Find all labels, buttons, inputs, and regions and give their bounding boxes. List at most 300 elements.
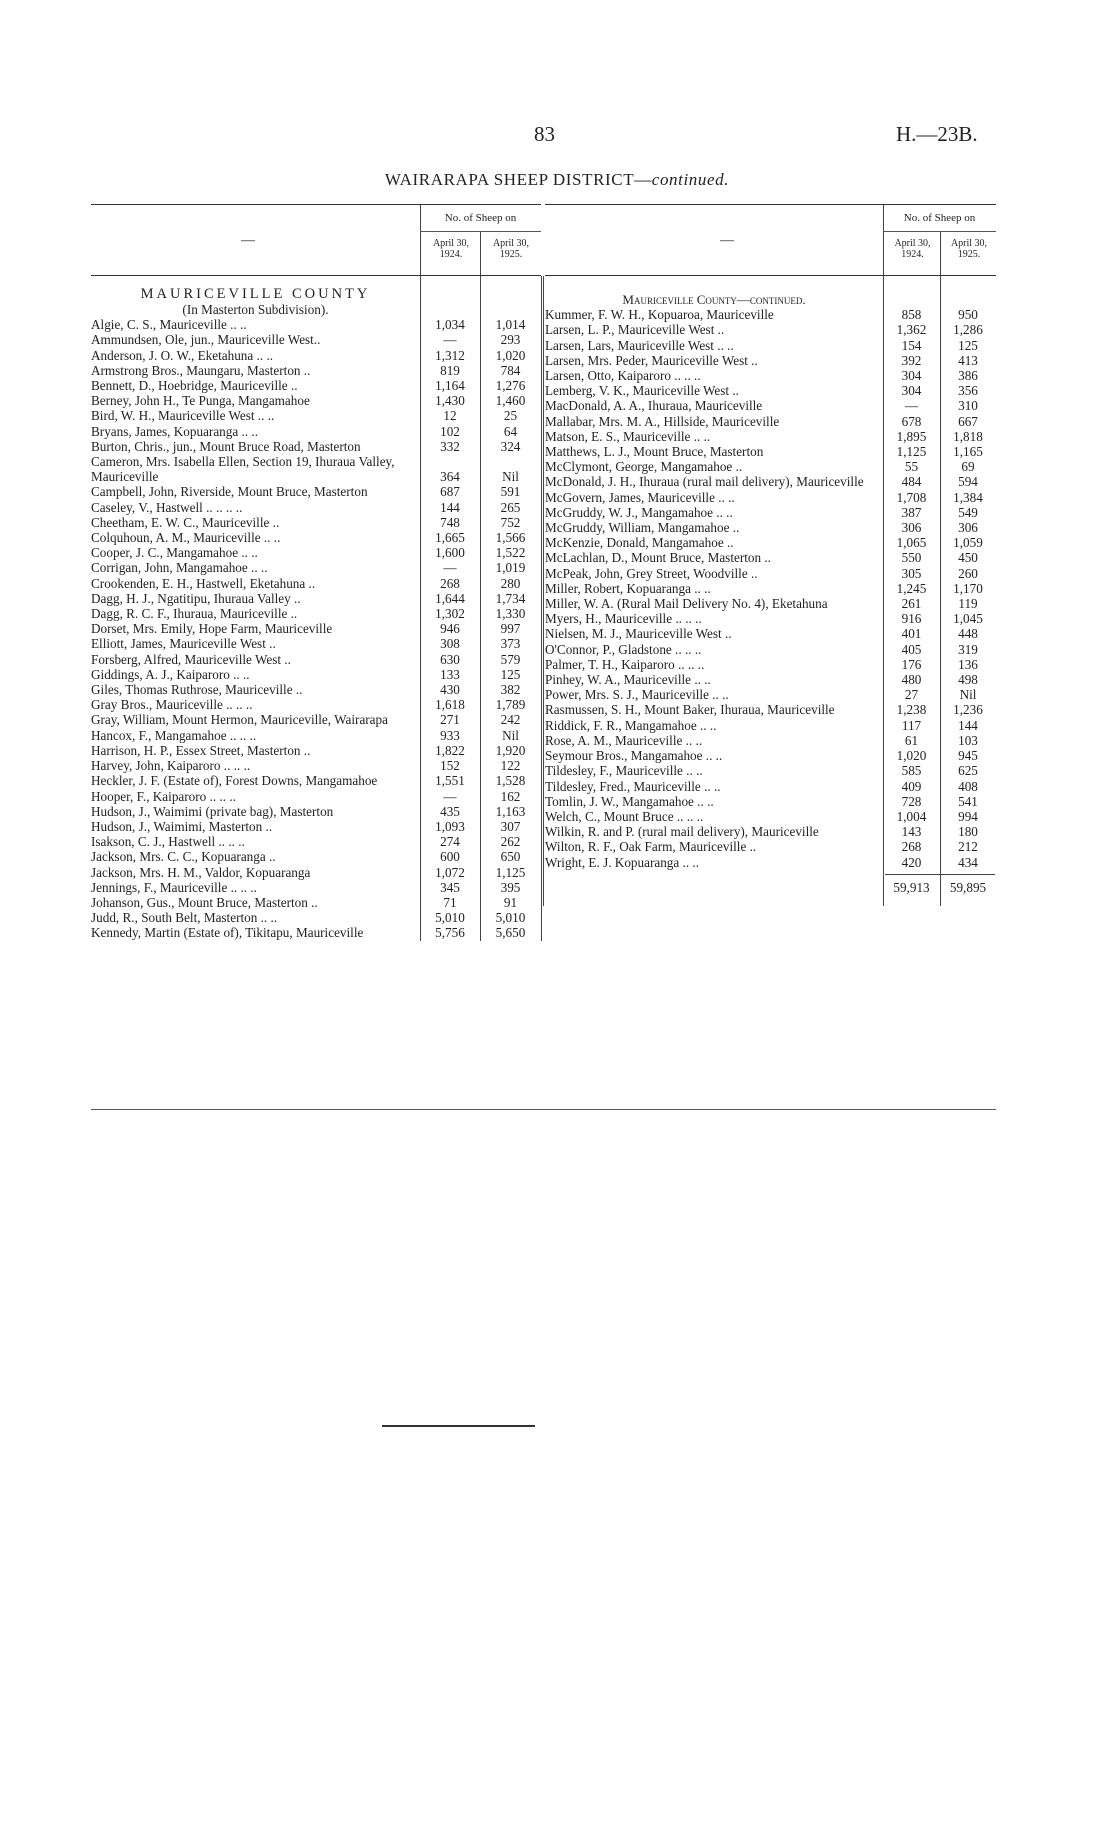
- sheep-1925: 242: [500, 712, 521, 728]
- sheep-1925: 122: [500, 758, 521, 774]
- sheep-1924: 1,430: [435, 393, 465, 409]
- table-row: [91, 804, 541, 819]
- sheep-1925: 5,650: [495, 925, 526, 941]
- sheep-1924: 687: [440, 484, 460, 500]
- table-row: [91, 576, 541, 591]
- table-row: [545, 626, 996, 641]
- sheep-1924: 304: [901, 368, 922, 384]
- sheep-1925: 579: [500, 651, 521, 667]
- owner-name: Giles, Thomas Ruthrose, Mauriceville ..: [91, 682, 303, 698]
- table-row: [545, 748, 996, 763]
- sheep-1924: —: [443, 332, 457, 348]
- table-row: [545, 535, 996, 550]
- owner-name: Lemberg, V. K., Mauriceville West ..: [545, 383, 739, 399]
- owner-name: Myers, H., Mauriceville .. .. ..: [545, 611, 702, 627]
- sheep-1925: 1,170: [953, 580, 983, 596]
- owner-name: Giddings, A. J., Kaiparoro .. ..: [91, 666, 250, 682]
- sheep-1925: 1,920: [495, 742, 526, 758]
- sheep-1924: 1,004: [896, 808, 927, 824]
- table-row: [91, 728, 541, 743]
- owner-name: Bird, W. H., Mauriceville West .. ..: [91, 408, 275, 424]
- owner-name: Gray Bros., Mauriceville .. .. ..: [91, 697, 253, 713]
- total-1924: 59,913: [893, 879, 930, 895]
- right-table-body: [545, 276, 996, 906]
- owner-name: Dorset, Mrs. Emily, Hope Farm, Mauriceville: [91, 621, 333, 637]
- owner-name: Dagg, R. C. F., Ihuraua, Mauriceville ..: [91, 606, 298, 622]
- group-label: No. of Sheep on: [903, 212, 976, 224]
- table-row: [91, 393, 541, 408]
- sheep-1925: 260: [958, 565, 978, 581]
- owner-name: Tildesley, Fred., Mauriceville .. ..: [545, 778, 721, 794]
- owner-name: Crookenden, E. H., Hastwell, Eketahuna ..: [91, 575, 316, 591]
- table-row: [545, 672, 996, 687]
- owner-name: Gray, William, Mount Hermon, Mauriceville, Wairarapa: [91, 712, 388, 728]
- left-table-header: [91, 205, 541, 276]
- table-row: [91, 743, 541, 758]
- sheep-1924: 271: [440, 712, 460, 728]
- sheep-1925: 1,020: [495, 347, 526, 363]
- sheep-1924: 1,093: [435, 818, 465, 834]
- sheep-1925: 450: [958, 550, 978, 566]
- table-row: [545, 474, 996, 489]
- table-row: [545, 733, 996, 748]
- sheep-1924: 748: [440, 514, 460, 530]
- table-row: [91, 819, 541, 834]
- table-row: [545, 657, 996, 672]
- owner-name: Palmer, T. H., Kaiparoro .. .. ..: [545, 656, 705, 672]
- table-row: [91, 789, 541, 804]
- sheep-1924: 858: [901, 307, 922, 323]
- table-row: [91, 530, 541, 545]
- sheep-1924: 435: [440, 803, 460, 819]
- sheep-1925: 1,286: [953, 322, 983, 338]
- sheep-1925: 319: [958, 641, 978, 657]
- sheep-1925: 413: [958, 352, 978, 368]
- sheep-1924: 1,302: [435, 606, 465, 622]
- sheep-1924: 268: [440, 575, 460, 591]
- owner-name: McGruddy, William, Mangamahoe ..: [545, 520, 740, 536]
- sheep-1925: 1,125: [495, 864, 526, 880]
- owner-name: Seymour Bros., Mangamahoe .. ..: [545, 748, 723, 764]
- sheep-1925: 324: [500, 438, 521, 454]
- sheep-1924: 117: [901, 717, 922, 733]
- sheep-1924: —: [443, 788, 457, 804]
- sheep-1924: 5,010: [435, 910, 465, 926]
- totals-row: [545, 870, 996, 906]
- table-row: [545, 779, 996, 794]
- table-row: [91, 621, 541, 636]
- table-row: [91, 712, 541, 727]
- owner-name: Elliott, James, Mauriceville West ..: [91, 636, 276, 652]
- sheep-1925: 162: [500, 788, 521, 804]
- table-row: [545, 566, 996, 581]
- table-row: [91, 849, 541, 864]
- sheep-1924: 261: [901, 596, 922, 612]
- sheep-1925: 1,566: [495, 530, 526, 546]
- sheep-1924: 387: [901, 504, 922, 520]
- sheep-1925: 1,789: [495, 697, 526, 713]
- right-table-header: [545, 205, 996, 276]
- table-row: [91, 697, 541, 712]
- district-title: WAIRARAPA SHEEP DISTRICT—continued.: [384, 170, 730, 189]
- sheep-1925: 386: [958, 368, 978, 384]
- owner-name: Matson, E. S., Mauriceville .. ..: [545, 428, 711, 444]
- table-row: [91, 439, 541, 454]
- owner-name: Ammundsen, Ole, jun., Mauriceville West..: [91, 332, 321, 348]
- sheep-1924: 1,895: [896, 428, 927, 444]
- section-title: MAURICEVILLE COUNTY: [140, 286, 371, 302]
- owner-name: Tildesley, F., Mauriceville .. ..: [545, 763, 703, 779]
- sheep-1925: 262: [500, 834, 521, 850]
- table-row: [91, 424, 541, 439]
- owner-name: Rose, A. M., Mauriceville .. ..: [545, 732, 703, 748]
- table-row: [91, 454, 541, 484]
- owner-name: MacDonald, A. A., Ihuraua, Mauriceville: [545, 398, 763, 414]
- table-row: [545, 550, 996, 565]
- sheep-1925: 541: [958, 793, 978, 809]
- sheep-1924: 332: [440, 438, 460, 454]
- sheep-1924: 1,164: [435, 378, 465, 394]
- table-row: [91, 880, 541, 895]
- sheep-1924: 630: [440, 651, 460, 667]
- owner-name: Mallabar, Mrs. M. A., Hillside, Mauriceville: [545, 413, 780, 429]
- table-row: [545, 444, 996, 459]
- table-row: [545, 353, 996, 368]
- table-row: [91, 773, 541, 788]
- sheep-1924: 176: [901, 656, 922, 672]
- owner-name: Kennedy, Martin (Estate of), Tikitapu, Mauriceville: [91, 925, 364, 941]
- sheep-1924: 1,020: [896, 748, 927, 764]
- sheep-1924: 933: [440, 727, 460, 743]
- sheep-1924: 61: [904, 732, 919, 748]
- owner-name: Caseley, V., Hastwell .. .. .. ..: [91, 499, 243, 515]
- sheep-1924: 550: [901, 550, 922, 566]
- name-column-header: —: [241, 233, 255, 248]
- owner-name: McGruddy, W. J., Mangamahoe .. ..: [545, 504, 733, 520]
- sheep-1925: 1,522: [495, 545, 526, 561]
- owner-name: Harrison, H. P., Essex Street, Masterton ..: [91, 742, 311, 758]
- table-row: [545, 322, 996, 337]
- sheep-1924: 1,034: [435, 317, 465, 333]
- owner-name: Larsen, Lars, Mauriceville West .. ..: [545, 337, 734, 353]
- sheep-1924: 420: [901, 854, 922, 870]
- table-row: [91, 834, 541, 849]
- sheep-1925: 1,165: [953, 444, 983, 460]
- table-row: [545, 718, 996, 733]
- sheep-1925: 280: [500, 575, 521, 591]
- sheep-1925: 997: [500, 621, 521, 637]
- sheep-1924: —: [904, 398, 919, 414]
- sheep-1925: Nil: [959, 687, 977, 703]
- sheep-1924: 946: [440, 621, 460, 637]
- owner-name: Nielsen, M. J., Mauriceville West ..: [545, 626, 732, 642]
- table-row: [545, 338, 996, 353]
- col-1924-header: April 30, 1924.: [432, 238, 470, 260]
- sheep-1925: 667: [958, 413, 978, 429]
- col-1924-header: April 30, 1924.: [894, 238, 931, 260]
- sheep-1924: 308: [440, 636, 460, 652]
- sheep-1925: 591: [500, 484, 521, 500]
- sheep-1925: 103: [958, 732, 978, 748]
- col-1925-header: April 30, 1925.: [492, 238, 530, 260]
- owner-name: Jackson, Mrs. C. C., Kopuaranga ..: [91, 849, 276, 865]
- left-table: [91, 204, 541, 941]
- owner-name: Pinhey, W. A., Mauriceville .. ..: [545, 672, 711, 688]
- table-row: [545, 398, 996, 413]
- sheep-1925: 5,010: [495, 910, 526, 926]
- table-row: [545, 505, 996, 520]
- owner-name: Isakson, C. J., Hastwell .. .. ..: [91, 834, 245, 850]
- owner-name: Algie, C. S., Mauriceville .. ..: [91, 317, 247, 333]
- owner-name: Power, Mrs. S. J., Mauriceville .. ..: [545, 687, 729, 703]
- sheep-1924: 1,600: [435, 545, 465, 561]
- sheep-1925: 119: [958, 596, 978, 612]
- owner-name: McLachlan, D., Mount Bruce, Masterton ..: [545, 550, 771, 566]
- sheep-1924: 401: [901, 626, 922, 642]
- table-row: [91, 895, 541, 910]
- sheep-1925: 1,734: [495, 590, 526, 606]
- owner-name: Johanson, Gus., Mount Bruce, Masterton ..: [91, 894, 318, 910]
- col-1925-header: April 30, 1925.: [950, 238, 988, 260]
- table-row: [545, 642, 996, 657]
- sheep-1924: 102: [440, 423, 460, 439]
- sheep-1925: 650: [500, 849, 521, 865]
- sheep-1925: 310: [958, 398, 978, 414]
- table-row: [91, 332, 541, 347]
- owner-name: Wilton, R. F., Oak Farm, Mauriceville ..: [545, 839, 757, 855]
- owner-name: Jennings, F., Mauriceville .. .. ..: [91, 879, 257, 895]
- owner-name: McGovern, James, Mauriceville .. ..: [545, 489, 735, 505]
- sheep-1925: 136: [958, 656, 978, 672]
- owner-name: Jackson, Mrs. H. M., Valdor, Kopuaranga: [91, 864, 311, 880]
- owner-name: Matthews, L. J., Mount Bruce, Masterton: [545, 444, 764, 460]
- sheep-1925: 91: [503, 894, 518, 910]
- owner-name: Bryans, James, Kopuaranga .. ..: [91, 423, 259, 439]
- sheep-1925: 950: [958, 307, 978, 323]
- sheep-1925: 125: [958, 337, 978, 353]
- owner-name: Dagg, H. J., Ngatitipu, Ihuraua Valley ..: [91, 590, 301, 606]
- owner-name: McClymont, George, Mangamahoe ..: [545, 459, 743, 475]
- sheep-1924: 1,312: [435, 347, 465, 363]
- sheep-1925: 25: [503, 408, 518, 424]
- table-row: [91, 758, 541, 773]
- sheep-1924: 916: [901, 611, 922, 627]
- sheep-1925: 1,528: [495, 773, 526, 789]
- sheep-1925: 448: [958, 626, 978, 642]
- owner-name: Hudson, J., Waimimi (private bag), Masterton: [91, 803, 334, 819]
- table-row: [91, 560, 541, 575]
- table-row: [91, 682, 541, 697]
- sheep-1925: 1,276: [495, 378, 526, 394]
- owner-name: Wilkin, R. and P. (rural mail delivery), Mauriceville: [545, 824, 819, 840]
- sheep-1924: 144: [440, 499, 460, 515]
- owner-name: Burton, Chris., jun., Mount Bruce Road, Masterton: [91, 438, 361, 454]
- sheep-1924: 1,665: [435, 530, 465, 546]
- section-subtitle: (In Masterton Subdivision).: [182, 302, 329, 317]
- owner-name: O'Connor, P., Gladstone .. .. ..: [545, 641, 702, 657]
- owner-name: Berney, John H., Te Punga, Mangamahoe: [91, 393, 310, 409]
- sheep-1925: 1,460: [495, 393, 526, 409]
- table-bottom-rule: [91, 1109, 996, 1110]
- sheep-1925: 1,236: [953, 702, 983, 718]
- sheep-1924: 364: [440, 469, 460, 485]
- sheep-1925: 1,059: [953, 535, 983, 551]
- sheep-1924: 305: [901, 565, 922, 581]
- sheep-1925: 625: [958, 763, 978, 779]
- owner-name: Forsberg, Alfred, Mauriceville West ..: [91, 651, 291, 667]
- owner-name: Larsen, L. P., Mauriceville West ..: [545, 322, 725, 338]
- section-title: Mauriceville County—continued.: [622, 292, 806, 307]
- table-row: [545, 702, 996, 717]
- sheep-1924: 12: [443, 408, 457, 424]
- owner-name: Corrigan, John, Mangamahoe .. ..: [91, 560, 268, 576]
- owner-name: Hudson, J., Waimimi, Masterton ..: [91, 818, 273, 834]
- owner-name: Wright, E. J. Kopuaranga .. ..: [545, 854, 700, 870]
- sheep-1924: 154: [901, 337, 922, 353]
- table-row: [545, 581, 996, 596]
- sheep-1925: 356: [958, 383, 978, 399]
- table-row: [545, 839, 996, 854]
- sheep-1924: 5,756: [435, 925, 465, 941]
- owner-name: Larsen, Mrs. Peder, Mauriceville West ..: [545, 352, 758, 368]
- sheep-1924: 345: [440, 879, 460, 895]
- sheep-1925: 265: [500, 499, 521, 515]
- owner-name: Cameron, Mrs. Isabella Ellen, Section 19, Ihuraua Valley, Mauriceville: [91, 454, 395, 485]
- sheep-1924: 1,551: [435, 773, 465, 789]
- table-row: [545, 459, 996, 474]
- sheep-1924: 480: [901, 672, 922, 688]
- sheep-1924: 1,644: [435, 590, 465, 606]
- sheep-1925: 69: [961, 459, 975, 475]
- table-row: [91, 317, 541, 332]
- sheep-1924: 71: [443, 894, 457, 910]
- table-row: [91, 545, 541, 560]
- page-number: 83: [534, 122, 555, 146]
- sheep-1924: 430: [440, 682, 460, 698]
- owner-name: Judd, R., South Belt, Masterton .. ..: [91, 910, 278, 926]
- owner-name: McDonald, J. H., Ihuraua (rural mail delivery), Mauriceville: [545, 474, 864, 490]
- sheep-1925: 1,330: [495, 606, 526, 622]
- sheep-1925: 1,014: [495, 317, 526, 333]
- sheep-1925: 434: [958, 854, 978, 870]
- sheep-1924: 143: [901, 824, 922, 840]
- sheep-1925: 784: [500, 362, 521, 378]
- sheep-1924: 304: [901, 383, 922, 399]
- table-row: [545, 809, 996, 824]
- sheep-1925: 144: [958, 717, 978, 733]
- table-row: [545, 414, 996, 429]
- sheep-1924: 409: [901, 778, 922, 794]
- sheep-1925: Nil: [502, 469, 519, 485]
- table-row: [91, 910, 541, 925]
- table-row: [545, 794, 996, 809]
- sheep-1925: 994: [958, 808, 978, 824]
- group-label: No. of Sheep on: [444, 212, 517, 224]
- sheep-1924: 405: [901, 641, 922, 657]
- sheep-1925: 945: [958, 748, 978, 764]
- sheep-1924: 1,362: [896, 322, 927, 338]
- owner-name: Campbell, John, Riverside, Mount Bruce, Masterton: [91, 484, 368, 500]
- sheep-1924: 1,065: [896, 535, 927, 551]
- owner-name: Rasmussen, S. H., Mount Baker, Ihuraua, Mauriceville: [545, 702, 835, 718]
- sheep-1925: 395: [500, 879, 521, 895]
- table-row: [91, 484, 541, 499]
- sheep-1925: 408: [958, 778, 978, 794]
- total-1925: 59,895: [949, 879, 987, 895]
- owner-name: Cooper, J. C., Mangamahoe .. ..: [91, 545, 258, 561]
- sheep-1925: 752: [500, 514, 521, 530]
- table-row: [91, 667, 541, 682]
- table-row: [91, 378, 541, 393]
- table-row: [91, 652, 541, 667]
- document-code: H.—23B.: [896, 122, 978, 146]
- table-row: [545, 855, 996, 870]
- owner-name: Armstrong Bros., Maungaru, Masterton ..: [91, 362, 311, 378]
- sheep-1925: 64: [503, 423, 518, 439]
- sheep-1924: 152: [440, 758, 460, 774]
- table-row: [91, 515, 541, 530]
- sheep-1924: 392: [901, 352, 922, 368]
- table-row: [545, 596, 996, 611]
- table-row: [91, 408, 541, 423]
- table-row: [545, 763, 996, 778]
- owner-name: Miller, W. A. (Rural Mail Delivery No. 4), Eketahuna: [545, 596, 828, 612]
- table-row: [91, 348, 541, 363]
- owner-name: Cheetham, E. W. C., Mauriceville ..: [91, 514, 280, 530]
- sheep-1925: 1,045: [953, 611, 983, 627]
- sheep-1924: 819: [440, 362, 460, 378]
- sheep-1924: 268: [901, 839, 922, 855]
- sheep-1924: 600: [440, 849, 460, 865]
- sheep-1925: 549: [958, 504, 978, 520]
- sheep-1925: 1,019: [495, 560, 526, 576]
- sheep-1925: 306: [958, 520, 978, 536]
- table-row: [91, 925, 541, 940]
- table-row: [545, 368, 996, 383]
- title-suffix: continued.: [651, 170, 730, 189]
- owner-name: Riddick, F. R., Mangamahoe .. ..: [545, 717, 717, 733]
- sheep-1925: Nil: [502, 727, 519, 743]
- owner-name: Tomlin, J. W., Mangamahoe .. ..: [545, 793, 714, 809]
- table-row: [91, 606, 541, 621]
- sheep-1925: 125: [500, 666, 521, 682]
- table-row: [545, 611, 996, 626]
- sheep-1924: 728: [901, 793, 922, 809]
- table-row: [91, 591, 541, 606]
- sheep-1924: —: [443, 560, 457, 576]
- sheep-1925: 212: [958, 839, 978, 855]
- table-row: [545, 824, 996, 839]
- owner-name: McKenzie, Donald, Mangamahoe ..: [545, 535, 734, 551]
- sheep-1924: 306: [901, 520, 922, 536]
- right-table: [545, 204, 996, 906]
- owner-name: Colquhoun, A. M., Mauriceville .. ..: [91, 530, 281, 546]
- sheep-1925: 293: [500, 332, 521, 348]
- sheep-1924: 484: [901, 474, 922, 490]
- sheep-1925: 498: [958, 672, 978, 688]
- owner-name: Larsen, Otto, Kaiparoro .. .. ..: [545, 368, 701, 384]
- sheep-1924: 1,618: [435, 697, 465, 713]
- table-row: [545, 687, 996, 702]
- owner-name: Hooper, F., Kaiparoro .. .. ..: [91, 788, 236, 804]
- sheep-1924: 27: [904, 687, 919, 703]
- sheep-1925: 382: [500, 682, 521, 698]
- owner-name: Hancox, F., Mangamahoe .. .. ..: [91, 727, 257, 743]
- sheep-1925: 1,163: [495, 803, 526, 819]
- sheep-1924: 585: [901, 763, 922, 779]
- sheep-1925: 307: [500, 818, 521, 834]
- table-row: [91, 636, 541, 651]
